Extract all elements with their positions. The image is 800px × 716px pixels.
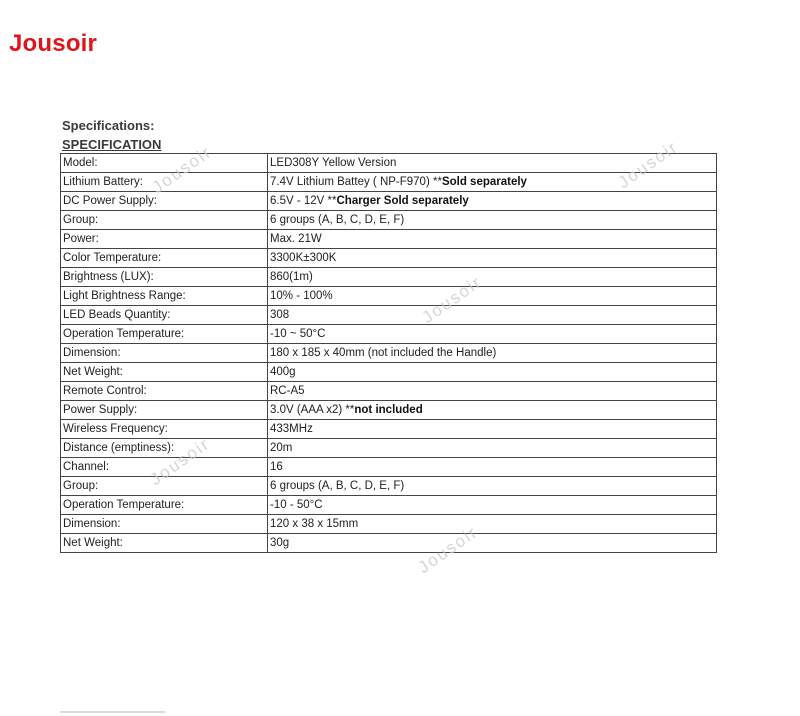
spec-value: 6 groups (A, B, C, D, E, F) (270, 213, 405, 226)
spec-value-cell (268, 154, 717, 173)
spec-label: Channel: (61, 458, 268, 477)
spec-value-cell (268, 344, 717, 363)
spec-label: LED Beads Quantity: (61, 306, 268, 325)
brand-logo: Jousoir (9, 30, 98, 57)
spec-value-cell (268, 458, 717, 477)
spec-value-cell (268, 287, 717, 306)
table-row (61, 382, 717, 401)
spec-value: 6 groups (A, B, C, D, E, F) (270, 479, 405, 492)
table-row (61, 154, 717, 173)
spec-value: 433MHz (270, 422, 313, 435)
spec-value: 7.4V Lithium Battey ( NP-F970) ** (270, 175, 442, 188)
spec-label: Net Weight: (61, 534, 268, 553)
spec-label: Group: (61, 211, 268, 230)
table-row (61, 249, 717, 268)
spec-label: Color Temperature: (61, 249, 268, 268)
spec-value-cell (268, 211, 717, 230)
spec-value: 6.5V - 12V ** (270, 194, 337, 207)
spec-label: Operation Temperature: (61, 496, 268, 515)
spec-value: 860(1m) (270, 270, 313, 283)
spec-value: 20m (270, 441, 293, 454)
specification-table (60, 153, 717, 553)
spec-label: DC Power Supply: (61, 192, 268, 211)
spec-value: 3300K±300K (270, 251, 337, 264)
spec-value-cell (268, 192, 717, 211)
table-row (61, 325, 717, 344)
watermark: Jousoir (414, 522, 482, 578)
spec-value-cell (268, 306, 717, 325)
table-row (61, 477, 717, 496)
spec-value-cell (268, 230, 717, 249)
table-row (61, 230, 717, 249)
spec-value: RC-A5 (270, 384, 305, 397)
spec-value: 308 (270, 308, 290, 321)
spec-label: Group: (61, 477, 268, 496)
spec-value: 30g (270, 536, 290, 549)
spec-label: Remote Control: (61, 382, 268, 401)
spec-label: Lithium Battery: (61, 173, 268, 192)
specifications-heading: Specifications: (62, 118, 155, 133)
table-row (61, 306, 717, 325)
spec-value: -10 ~ 50°C (270, 327, 326, 340)
spec-value-note: Charger Sold separately (336, 194, 469, 207)
table-row (61, 439, 717, 458)
table-row (61, 496, 717, 515)
spec-value: -10 - 50°C (270, 498, 323, 511)
spec-value-cell (268, 477, 717, 496)
table-row (61, 363, 717, 382)
spec-value-cell (268, 249, 717, 268)
watermark: Jousoir (146, 434, 214, 490)
watermark: Jousoir (614, 137, 682, 193)
spec-label: Dimension: (61, 515, 268, 534)
spec-label: Distance (emptiness): (61, 439, 268, 458)
spec-label: Model: (61, 154, 268, 173)
spec-label: Operation Temperature: (61, 325, 268, 344)
spec-value: 180 x 185 x 40mm (not included the Handle) (270, 346, 497, 359)
table-row (61, 420, 717, 439)
spec-value-cell (268, 515, 717, 534)
spec-value: 16 (270, 460, 283, 473)
table-row (61, 515, 717, 534)
spec-value-cell (268, 325, 717, 344)
spec-value-cell (268, 401, 717, 420)
specification-table-body (61, 154, 717, 553)
table-row (61, 344, 717, 363)
spec-value-cell (268, 268, 717, 287)
spec-value: Max. 21W (270, 232, 322, 245)
watermark: Jousoir (418, 272, 486, 328)
table-row (61, 173, 717, 192)
spec-value-cell (268, 173, 717, 192)
table-row (61, 458, 717, 477)
spec-label: Net Weight: (61, 363, 268, 382)
spec-label: Power: (61, 230, 268, 249)
specification-subheading: SPECIFICATION (62, 137, 162, 152)
spec-value-cell (268, 363, 717, 382)
spec-value-cell (268, 382, 717, 401)
spec-value-cell (268, 496, 717, 515)
table-row (61, 211, 717, 230)
spec-value-cell (268, 534, 717, 553)
table-row (61, 401, 717, 420)
spec-label: Brightness (LUX): (61, 268, 268, 287)
spec-value: LED308Y Yellow Version (270, 156, 397, 169)
spec-value-note: Sold separately (441, 175, 527, 188)
spec-value-note: not included (354, 403, 423, 416)
spec-label: Power Supply: (61, 401, 268, 420)
table-row (61, 192, 717, 211)
spec-value: 120 x 38 x 15mm (270, 517, 359, 530)
spec-value-cell (268, 439, 717, 458)
bottom-divider (60, 711, 165, 713)
table-row (61, 268, 717, 287)
spec-value: 10% - 100% (270, 289, 333, 302)
table-row (61, 534, 717, 553)
spec-label: Wireless Frequency: (61, 420, 268, 439)
spec-value: 3.0V (AAA x2) ** (270, 403, 355, 416)
spec-label: Dimension: (61, 344, 268, 363)
spec-value: 400g (270, 365, 296, 378)
spec-label: Light Brightness Range: (61, 287, 268, 306)
table-row (61, 287, 717, 306)
spec-value-cell (268, 420, 717, 439)
watermark: Jousoir (148, 142, 216, 198)
